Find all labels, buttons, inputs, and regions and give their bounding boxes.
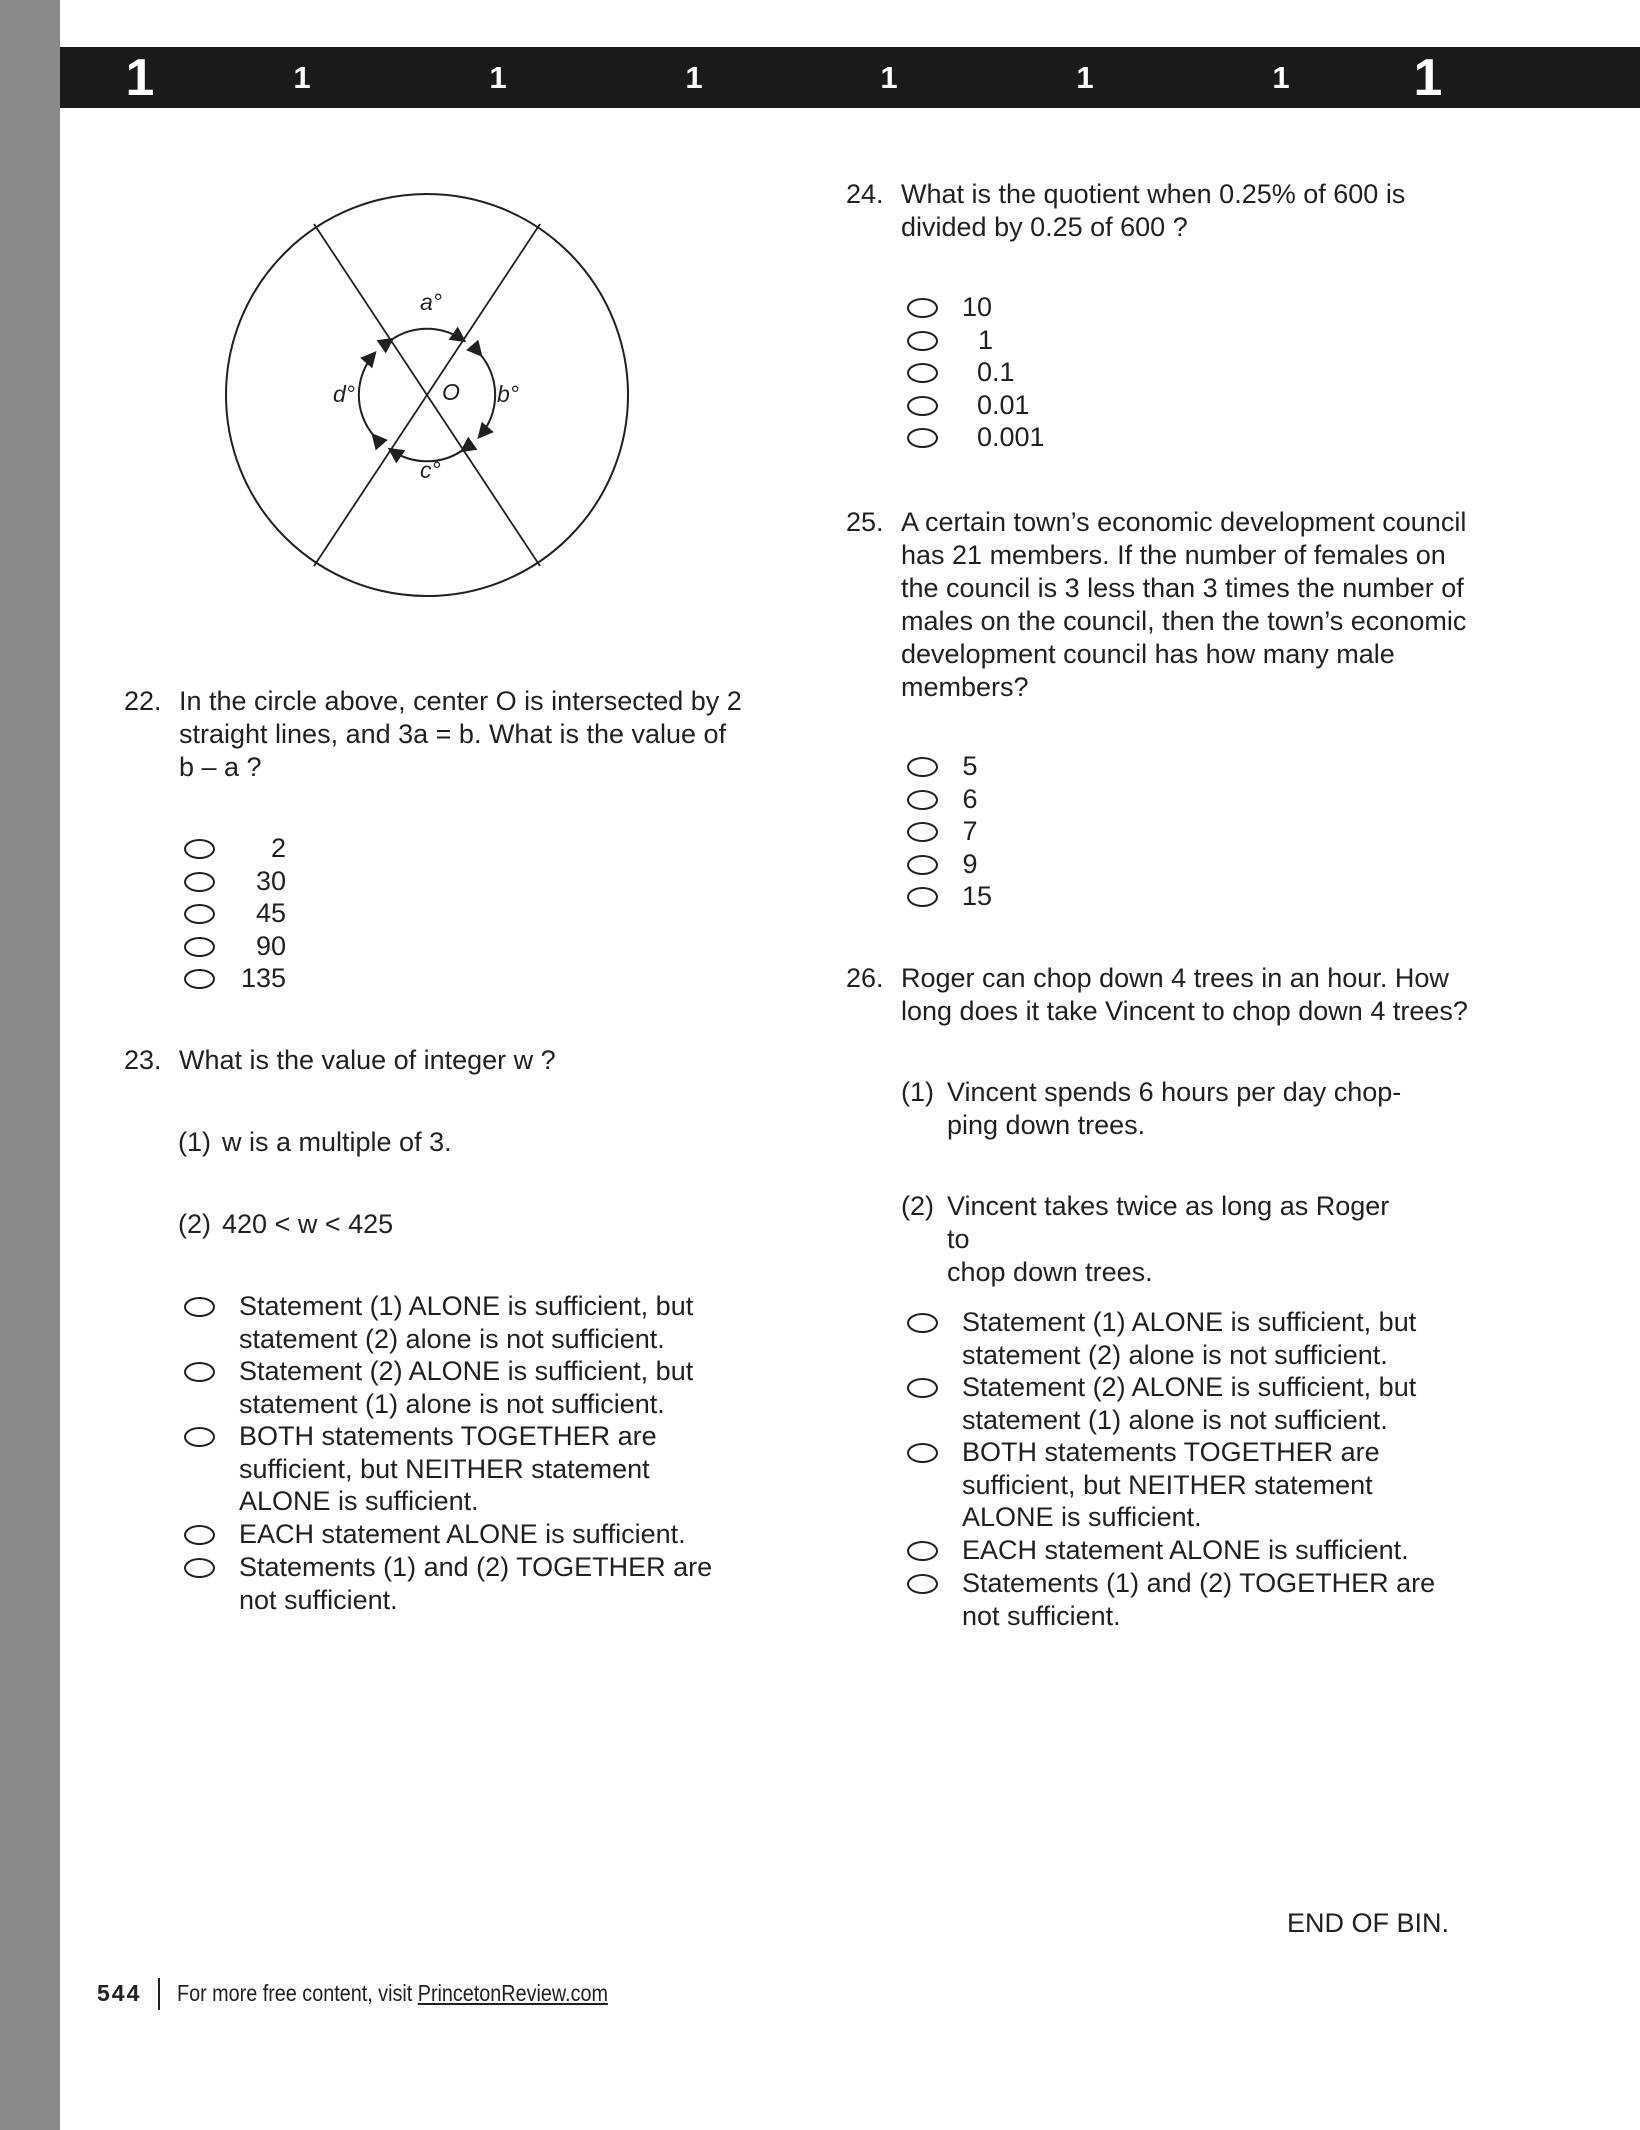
arc-d: [359, 354, 374, 436]
answer-bubble[interactable]: [184, 872, 215, 892]
statement-label: (1): [901, 1077, 934, 1107]
answer-choice[interactable]: Statements (1) and (2) TOGETHER are not sufficient.: [907, 1567, 1467, 1633]
answer-bubble[interactable]: [907, 396, 938, 416]
statement-1: [901, 1076, 1461, 1146]
label-a: a°: [420, 289, 442, 315]
question-text: the council is 3 less than 3 times the number of: [901, 573, 1464, 603]
arc-b: [480, 354, 495, 436]
answer-bubble[interactable]: [184, 1525, 215, 1545]
answer-bubble[interactable]: [907, 1313, 938, 1333]
answer-bubble[interactable]: [907, 298, 938, 318]
answer-choice[interactable]: BOTH statements TOGETHER are sufficient, but NEITHER statement ALONE is sufficient.: [184, 1420, 744, 1518]
answer-bubble[interactable]: [907, 331, 938, 351]
answer-bubble[interactable]: [184, 969, 215, 989]
bin-mark: 1: [880, 59, 898, 95]
statement-2: [178, 1208, 738, 1248]
statement-text: Vincent spends 6 hours per day chop-: [947, 1077, 1402, 1107]
question-22: [124, 685, 764, 795]
statement-2: [901, 1190, 1461, 1287]
question-number: 26.: [846, 963, 884, 993]
statement-text: chop down trees.: [947, 1257, 1153, 1287]
question-text: males on the council, then the town’s economic: [901, 606, 1467, 636]
answer-bubble[interactable]: [184, 904, 215, 924]
question-text: long does it take Vincent to chop down 4 trees?: [901, 996, 1468, 1026]
label-d: d°: [333, 381, 355, 407]
page-number: 544: [97, 1980, 142, 2006]
question-text: What is the value of integer w ?: [179, 1045, 556, 1075]
answer-bubble[interactable]: [184, 1362, 215, 1382]
answer-bubble[interactable]: [184, 937, 215, 957]
bin-header-banner: [60, 47, 1640, 108]
question-number: 25.: [846, 507, 884, 537]
question-number: 23.: [124, 1045, 162, 1075]
question-text: development council has how many male: [901, 639, 1395, 669]
left-gutter: [0, 0, 60, 2130]
label-c: c°: [420, 457, 441, 483]
bin-mark: 1: [1413, 48, 1443, 107]
answer-choice[interactable]: BOTH statements TOGETHER are sufficient, but NEITHER statement ALONE is sufficient.: [907, 1436, 1467, 1534]
answer-bubble[interactable]: [907, 363, 938, 383]
bin-mark: 1: [125, 48, 155, 107]
question-text: b – a ?: [179, 752, 262, 782]
question-text: A certain town’s economic development council: [901, 507, 1467, 537]
circle-figure: [220, 188, 634, 602]
question-26: [846, 962, 1506, 1032]
answer-bubble[interactable]: [907, 757, 938, 777]
answer-choice[interactable]: EACH statement ALONE is sufficient.: [907, 1534, 1467, 1567]
question-text: Roger can chop down 4 trees in an hour. How: [901, 963, 1449, 993]
footer-divider: [158, 1978, 160, 2010]
question-text: has 21 members. If the number of females on: [901, 540, 1446, 570]
bin-mark: 1: [685, 59, 703, 95]
question-number: 24.: [846, 179, 884, 209]
answer-bubble[interactable]: [907, 1443, 938, 1463]
answer-bubble[interactable]: [907, 428, 938, 448]
answer-choice[interactable]: Statement (2) ALONE is sufficient, but statement (1) alone is not sufficient.: [907, 1371, 1467, 1437]
answer-choice[interactable]: Statement (1) ALONE is sufficient, but statement (2) alone is not sufficient.: [907, 1306, 1467, 1372]
end-of-bin: END OF BIN.: [1287, 1908, 1450, 1938]
answer-bubble[interactable]: [907, 1541, 938, 1561]
statement-text: w is a multiple of 3.: [222, 1127, 452, 1157]
question-25: [846, 506, 1506, 706]
statement-label: (2): [901, 1191, 934, 1221]
answer-bubble[interactable]: [184, 839, 215, 859]
question-text: straight lines, and 3a = b. What is the value of: [179, 719, 727, 749]
answer-choice[interactable]: Statements (1) and (2) TOGETHER are not sufficient.: [184, 1551, 744, 1617]
bin-mark: 1: [293, 59, 311, 95]
answer-bubble[interactable]: [907, 822, 938, 842]
label-center: O: [442, 379, 460, 405]
label-b: b°: [497, 381, 519, 407]
statement-text: ping down trees.: [947, 1110, 1146, 1140]
answer-bubble[interactable]: [907, 855, 938, 875]
answer-bubble[interactable]: [184, 1558, 215, 1578]
statement-text: 420 < w < 425: [222, 1209, 394, 1239]
answer-choice[interactable]: EACH statement ALONE is sufficient.: [184, 1518, 744, 1551]
answer-bubble[interactable]: [907, 1378, 938, 1398]
question-text: What is the quotient when 0.25% of 600 is: [901, 179, 1406, 209]
answer-bubble[interactable]: [184, 1297, 215, 1317]
footer-text: For more free content, visit PrincetonReview.com: [177, 1980, 608, 2006]
statement-1: [178, 1126, 738, 1166]
statement-label: (1): [178, 1127, 211, 1157]
question-23: [124, 1044, 764, 1084]
answer-bubble[interactable]: [907, 790, 938, 810]
statement-label: (2): [178, 1209, 211, 1239]
bin-mark: 1: [489, 59, 507, 95]
bin-mark: 1: [1076, 59, 1094, 95]
answer-bubble[interactable]: [184, 1427, 215, 1447]
answer-choice[interactable]: Statement (2) ALONE is sufficient, but statement (1) alone is not sufficient.: [184, 1355, 744, 1421]
footer-link[interactable]: PrincetonReview.com: [417, 1980, 608, 2006]
question-text: members?: [901, 672, 1029, 702]
answer-bubble[interactable]: [907, 1574, 938, 1594]
question-text: divided by 0.25 of 600 ?: [901, 212, 1188, 242]
question-24: [846, 178, 1506, 248]
question-text: In the circle above, center O is intersected by 2: [179, 686, 742, 716]
bin-mark: 1: [1272, 59, 1290, 95]
answer-choice[interactable]: Statement (1) ALONE is sufficient, but statement (2) alone is not sufficient.: [184, 1290, 744, 1356]
question-number: 22.: [124, 686, 162, 716]
answer-bubble[interactable]: [907, 887, 938, 907]
statement-text: Vincent takes twice as long as Roger to: [947, 1191, 1390, 1254]
arc-a: [391, 329, 463, 340]
